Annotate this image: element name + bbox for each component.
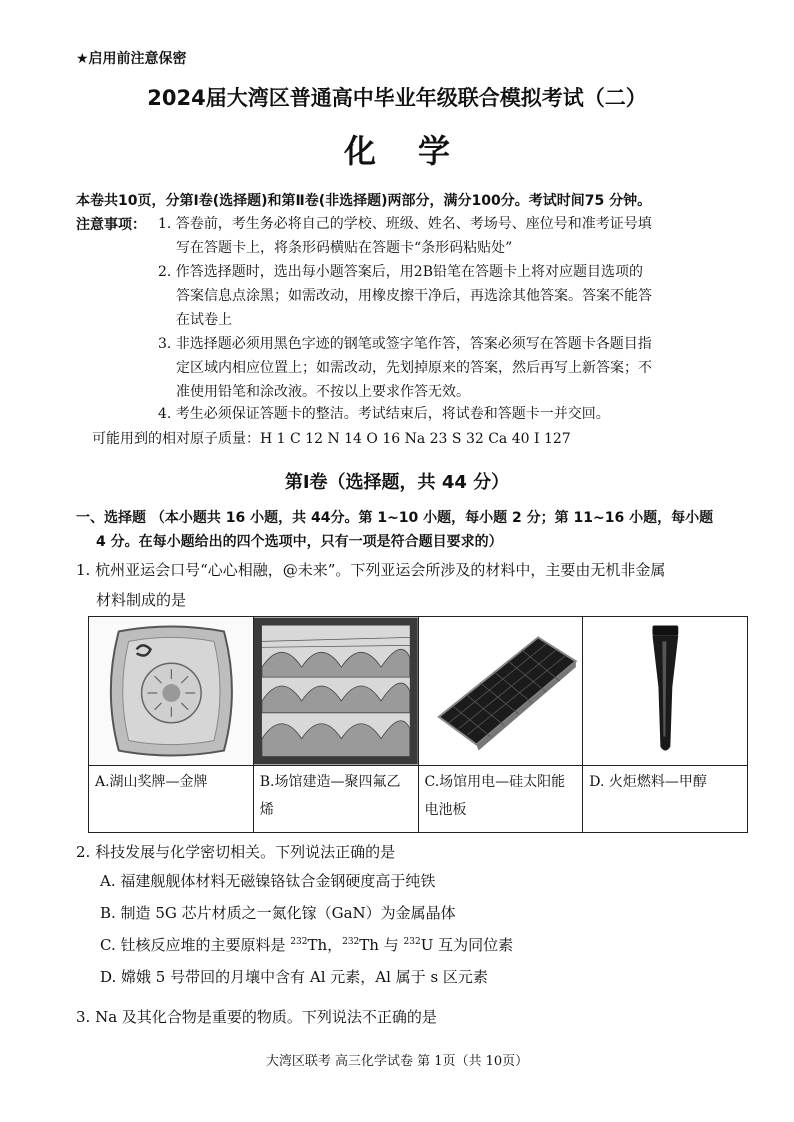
- section-line-1: 一、选择题 （本小题共 16 小题，共 44分。第 1~10 小题，每小题 2 分；第 11~16 小题，每小题: [76, 510, 714, 526]
- q1-option-c: C.场馆用电—硅太阳能电池板: [418, 766, 583, 833]
- note-2-line-2: 答案信息点涂黑；如需改动，用橡皮擦干净后，再选涂其他答案。答案不能答: [176, 288, 652, 304]
- q3-stem: 3. Na 及其化合物是重要的物质。下列说法不正确的是: [76, 1008, 437, 1026]
- q1-stem-line-2: 材料制成的是: [96, 591, 187, 609]
- note-item-2: [158, 260, 652, 332]
- q2-option-a: A. 福建舰舰体材料无磁镍铬钛合金钢硬度高于纯铁: [100, 872, 436, 890]
- note-4-line-1: 4. 考生必须保证答题卡的整洁。考试结束后，将试卷和答题卡一并交回。: [158, 406, 610, 422]
- note-3-line-2: 定区域内相应位置上；如需改动，先划掉原来的答案，然后再写上新答案；不: [176, 360, 652, 376]
- q2-c-isotope-3: 232: [403, 937, 421, 947]
- note-item-3: [158, 332, 652, 404]
- q1-option-b-image-cell: [253, 617, 418, 766]
- q2-c-text-2: Th，: [307, 936, 343, 954]
- q2-option-b: B. 制造 5G 芯片材质之一氮化镓（GaN）为金属晶体: [100, 904, 456, 922]
- q1-stem-line-1: 1. 杭州亚运会口号“心心相融，@未来”。下列亚运会所涉及的材料中，主要由无机非金属: [76, 561, 666, 579]
- section-instructions: [76, 506, 713, 554]
- confidential-mark: ★启用前注意保密: [76, 51, 187, 67]
- q2-c-text-4: U 互为同位素: [420, 936, 514, 954]
- note-2-line-3: 在试卷上: [176, 312, 232, 328]
- note-1-line-1: 1. 答卷前，考生务必将自己的学校、班级、姓名、考场号、座位号和准考证号填: [158, 216, 652, 232]
- medal-image: [89, 617, 253, 765]
- exam-intro: 本卷共10页，分第Ⅰ卷(选择题)和第Ⅱ卷(非选择题)两部分，满分100分。考试时间75 分钟。: [76, 193, 652, 209]
- solar-panel-image: [419, 617, 583, 765]
- q2-c-isotope-1: 232: [290, 937, 308, 947]
- note-3-line-3: 准使用铅笔和涂改液。不按以上要求作答无效。: [176, 384, 470, 400]
- note-3-line-1: 3. 非选择题必须用黑色字迹的钢笔或签字笔作答，答案必须写在答题卡各题目指: [158, 336, 652, 352]
- q1-option-a-image-cell: [89, 617, 254, 766]
- note-2-line-1: 2. 作答选择题时，选出每小题答案后，用2B铅笔在答题卡上将对应题目选项的: [158, 264, 644, 280]
- q2-c-isotope-2: 232: [342, 937, 360, 947]
- stadium-roof-image: [254, 617, 418, 765]
- note-item-1: [158, 212, 652, 260]
- atomic-masses: 可能用到的相对原子质量：H 1 C 12 N 14 O 16 Na 23 S 32 Ca 40 I 127: [92, 431, 571, 447]
- q1-options-table: [88, 616, 748, 833]
- q2-option-d: D. 嫦娥 5 号带回的月壤中含有 Al 元素，Al 属于 s 区元素: [100, 968, 488, 986]
- page-footer: 大湾区联考 高三化学试卷 第 1页（共 10页）: [265, 1054, 529, 1069]
- q2-option-c: [100, 934, 513, 955]
- q1-option-c-image-cell: [418, 617, 583, 766]
- torch-image: [583, 617, 747, 765]
- q1-option-d: D. 火炬燃料—甲醇: [583, 766, 748, 833]
- exam-title: 2024届大湾区普通高中毕业年级联合模拟考试（二）: [147, 86, 647, 110]
- notes-label: 注意事项：: [76, 217, 146, 233]
- section-line-2: 4 分。在每小题给出的四个选项中，只有一项是符合题目要求的）: [96, 534, 503, 550]
- q1-option-d-image-cell: [583, 617, 748, 766]
- q1-option-b: B.场馆建造—聚四氟乙烯: [253, 766, 418, 833]
- note-item-4: [158, 402, 610, 426]
- part1-title: 第Ⅰ卷（选择题，共 44 分）: [284, 472, 510, 493]
- q2-stem: 2. 科技发展与化学密切相关。下列说法正确的是: [76, 843, 396, 861]
- note-1-line-2: 写在答题卡上，将条形码横贴在答题卡“条形码粘贴处”: [176, 240, 513, 256]
- q1-option-a: A.湖山奖牌—金牌: [89, 766, 254, 833]
- q2-c-text-1: C. 钍核反应堆的主要原料是: [100, 936, 291, 954]
- subject-title: 化学: [343, 132, 492, 170]
- q2-c-text-3: Th 与: [359, 936, 404, 954]
